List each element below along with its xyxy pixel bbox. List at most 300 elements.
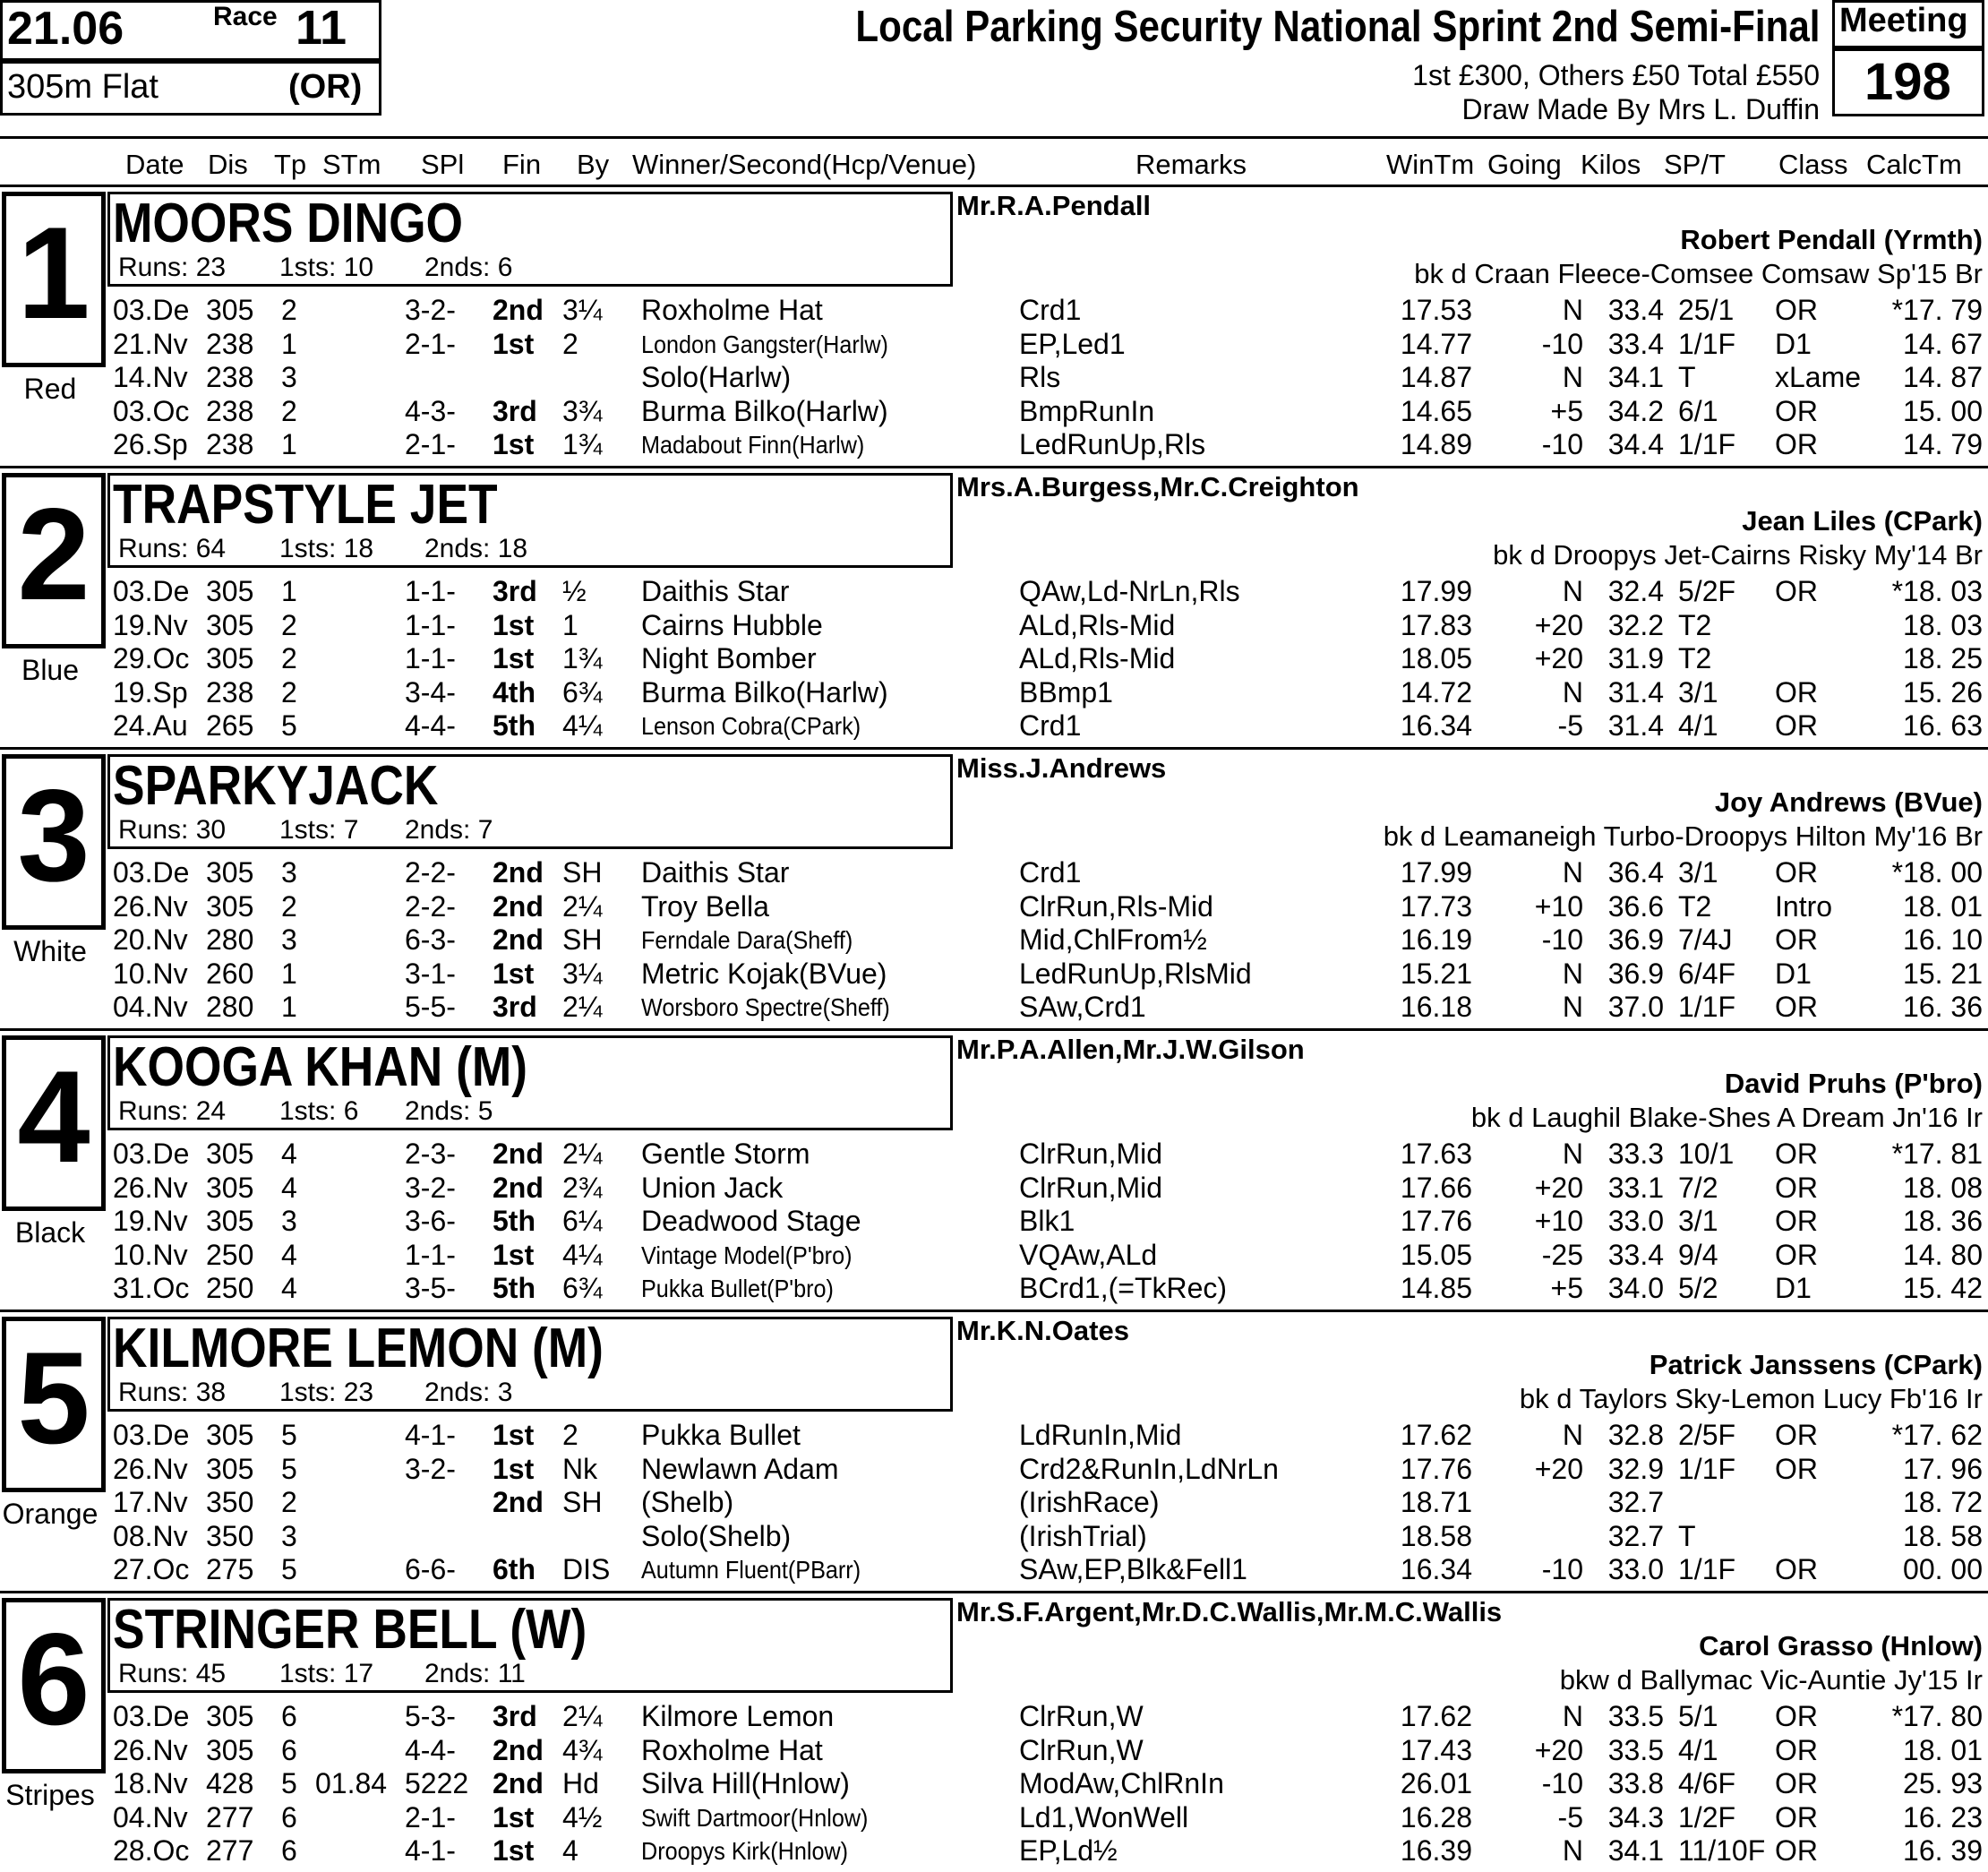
form-kilos: 33.5 [1607,1733,1664,1766]
form-by: Hd [562,1767,599,1799]
form-sp: 10/1 [1678,1138,1735,1170]
trap-number: 6 [17,1606,90,1752]
form-trap: 5 [281,1452,297,1485]
form-win-time: 18.58 [1400,1519,1472,1552]
form-split: 2-1- [405,1800,456,1833]
form-class: OR [1775,1553,1818,1585]
form-sp: 5/2 [1678,1272,1718,1304]
form-kilos: 32.4 [1607,575,1664,607]
form-distance: 277 [206,1834,254,1867]
form-going: N [1562,294,1583,326]
form-calc-time: 18. 36 [1903,1205,1983,1237]
form-line [0,395,1988,429]
form-class: OR [1775,991,1818,1023]
form-split: 3-2- [405,1171,456,1204]
race-number: 11 [296,1,347,55]
form-going: +5 [1550,394,1583,427]
form-line [0,609,1988,643]
col-winner: Winner/Second(Hcp/Venue) [632,149,977,180]
form-kilos: 36.4 [1607,856,1664,889]
form-split: 3-5- [405,1272,456,1304]
race-prize: 1st £300, Others £50 Total £550 [1412,59,1820,91]
form-calc-time: 18. 03 [1903,608,1983,641]
form-by: 1 [562,608,578,641]
form-line [0,991,1988,1025]
form-trap: 6 [281,1700,297,1732]
form-calc-time: *17. 79 [1891,294,1983,326]
form-winner: Roxholme Hat [641,294,823,326]
form-trap: 2 [281,889,297,923]
form-calc-time: *17. 62 [1891,1419,1983,1451]
form-distance: 238 [206,327,254,360]
form-line [0,1138,1988,1172]
form-date: 03.De [113,575,190,607]
form-remarks: ClrRun,W [1019,1700,1144,1732]
form-date: 31.Oc [113,1272,190,1304]
runner-block-trap-3 [0,747,1988,1028]
form-trap: 3 [281,856,297,889]
form-distance: 305 [206,1205,254,1237]
form-kilos: 37.0 [1607,991,1664,1023]
form-finish: 1st [493,1834,535,1867]
form-going: N [1562,1419,1583,1451]
form-trap: 5 [281,1419,297,1451]
trap-number: 4 [17,1043,90,1189]
form-going: N [1562,957,1583,990]
form-distance: 305 [206,294,254,326]
form-sp: 3/1 [1678,856,1718,889]
form-split: 4-1- [405,1419,456,1451]
form-going: -10 [1541,1767,1583,1799]
col-date: Date [125,149,184,180]
form-kilos: 34.3 [1607,1800,1664,1833]
form-win-time: 16.39 [1400,1834,1472,1867]
form-class: OR [1775,1800,1818,1833]
form-distance: 350 [206,1486,254,1518]
form-trap: 1 [281,957,297,990]
form-line [0,1486,1988,1520]
form-going: N [1562,575,1583,607]
form-trap: 6 [281,1733,297,1766]
form-trap: 4 [281,1171,297,1204]
form-going: -5 [1557,709,1583,742]
header-divider [0,136,1988,139]
form-calc-time: 18. 01 [1903,889,1983,923]
form-class: OR [1775,1205,1818,1237]
form-class: OR [1775,1171,1818,1204]
form-calc-time: 15. 00 [1903,394,1983,427]
form-by: SH [562,856,603,889]
form-kilos: 33.4 [1607,294,1664,326]
form-split: 2-3- [405,1138,456,1170]
firsts-count: 1sts: 23 [279,1378,374,1407]
form-winner: Daithis Star [641,575,790,607]
form-by: 4¼ [562,709,603,742]
form-line [0,361,1988,395]
form-line [0,328,1988,362]
form-sp: 1/1F [1678,991,1736,1023]
form-remarks: BmpRunIn [1019,394,1155,427]
seconds-count: 2nds: 18 [424,534,528,563]
form-win-time: 14.77 [1400,327,1472,360]
form-by: 1¾ [562,642,603,674]
col-remarks: Remarks [1135,149,1247,180]
form-date: 03.De [113,1138,190,1170]
form-calc-time: *18. 00 [1891,856,1983,889]
form-finish: 1st [493,642,535,674]
form-remarks: SAw,EP,Blk&Fell1 [1019,1553,1247,1585]
form-going: -10 [1541,428,1583,460]
form-sp: 2/5F [1678,1419,1736,1451]
form-distance: 305 [206,642,254,674]
form-class: OR [1775,294,1818,326]
form-remarks: Blk1 [1019,1205,1075,1237]
form-remarks: (IrishRace) [1019,1486,1160,1518]
form-remarks: Crd2&RunIn,LdNrLn [1019,1452,1279,1485]
form-class: xLame [1775,361,1862,393]
form-line [0,676,1988,710]
meeting-label: Meeting [1839,2,1968,39]
form-remarks: LdRunIn,Mid [1019,1419,1182,1451]
form-sp: T2 [1678,642,1712,674]
form-sp: 7/2 [1678,1171,1718,1204]
form-split: 4-3- [405,394,456,427]
form-winner: Swift Dartmoor(Hnlow) [641,1803,869,1832]
form-class: OR [1775,1767,1818,1799]
runs-count: Runs: 38 [118,1378,227,1407]
form-by: 1¾ [562,428,603,460]
form-remarks: (IrishTrial) [1019,1519,1147,1552]
breeding: bk d Laughil Blake-Shes A Dream Jn'16 Ir [1470,1102,1983,1133]
form-going: +20 [1534,1452,1583,1485]
form-going: -10 [1541,923,1583,956]
form-distance: 305 [206,856,254,889]
form-sp: 4/1 [1678,709,1718,742]
form-win-time: 17.76 [1400,1452,1472,1485]
form-line [0,957,1988,992]
dog-name: SPARKYJACK [113,755,439,817]
form-kilos: 34.1 [1607,1834,1664,1867]
form-distance: 265 [206,709,254,742]
form-trap: 2 [281,294,297,326]
firsts-count: 1sts: 17 [279,1659,374,1688]
form-class: OR [1775,923,1818,956]
col-fin: Fin [502,149,542,180]
form-calc-time: 16. 63 [1903,709,1983,742]
form-split: 5-3- [405,1700,456,1732]
form-kilos: 33.1 [1607,1171,1664,1204]
form-winner: Newlawn Adam [641,1452,839,1485]
form-remarks: VQAw,ALd [1019,1238,1158,1271]
form-trap: 6 [281,1800,297,1833]
form-class: OR [1775,1700,1818,1732]
trap-colour: Stripes [5,1779,95,1811]
form-distance: 275 [206,1553,254,1585]
form-going: -25 [1541,1238,1583,1271]
form-by: 6¼ [562,1205,603,1237]
form-win-time: 17.66 [1400,1171,1472,1204]
form-calc-time: 25. 93 [1903,1767,1983,1799]
form-going: +20 [1534,608,1583,641]
dog-name: KOOGA KHAN (M) [113,1036,528,1098]
owner: Mr.R.A.Pendall [956,190,1152,221]
breeding: bk d Leamaneigh Turbo-Droopys Hilton My'16 Br [1383,820,1983,852]
form-split: 3-2- [405,294,456,326]
form-trap: 2 [281,642,297,674]
trainer: Jean Liles (CPark) [1742,505,1983,537]
form-remarks: BCrd1,(=TkRec) [1019,1272,1228,1304]
form-kilos: 33.4 [1607,1238,1664,1271]
form-remarks: QAw,Ld-NrLn,Rls [1019,575,1240,607]
trainer: Patrick Janssens (CPark) [1649,1349,1983,1380]
form-finish: 2nd [493,1767,544,1799]
form-winner: Solo(Harlw) [641,361,792,393]
form-kilos: 32.7 [1607,1519,1664,1552]
form-date: 03.Oc [113,394,190,427]
form-winner: Ferndale Dara(Sheff) [641,926,853,954]
form-by: 2¼ [562,889,603,923]
form-trap: 6 [281,1834,297,1867]
runner-block-trap-1 [0,185,1988,466]
form-class: OR [1775,428,1818,460]
form-winner: Union Jack [641,1171,784,1204]
form-win-time: 17.99 [1400,575,1472,607]
form-win-time: 15.05 [1400,1238,1472,1271]
form-winner: Burma Bilko(Harlw) [641,675,888,708]
form-trap: 2 [281,394,297,427]
form-remarks: Ld1,WonWell [1019,1800,1189,1833]
form-date: 26.Nv [113,1171,188,1204]
runner-block-trap-2 [0,466,1988,747]
form-class: D1 [1775,957,1812,990]
form-line [0,1734,1988,1768]
form-win-time: 16.34 [1400,709,1472,742]
form-going: +10 [1534,889,1583,923]
trap-colour: Red [23,373,77,405]
form-date: 26.Nv [113,1452,188,1485]
form-calc-time: 16. 10 [1903,923,1983,956]
form-distance: 238 [206,675,254,708]
form-distance: 280 [206,991,254,1023]
form-class: OR [1775,394,1818,427]
form-going: +20 [1534,642,1583,674]
form-winner: Pukka Bullet [641,1419,801,1451]
form-sp: 1/1F [1678,428,1736,460]
runner-divider [0,1310,1988,1312]
form-sp: 1/2F [1678,1800,1736,1833]
form-date: 29.Oc [113,642,190,674]
runs-count: Runs: 64 [118,534,227,563]
form-kilos: 34.4 [1607,428,1664,460]
form-finish: 2nd [493,1171,544,1204]
form-sp: 1/1F [1678,1452,1736,1485]
form-sp: 6/4F [1678,957,1736,990]
form-winner: Madabout Finn(Harlw) [641,431,865,459]
form-sp: 3/1 [1678,675,1718,708]
form-winner: Metric Kojak(BVue) [641,957,887,990]
runner-block-trap-5 [0,1310,1988,1591]
form-line [0,1520,1988,1554]
form-distance: 238 [206,428,254,460]
form-kilos: 33.4 [1607,327,1664,360]
form-kilos: 36.6 [1607,889,1664,923]
form-calc-time: 18. 58 [1903,1519,1983,1552]
form-going: -10 [1541,327,1583,360]
form-calc-time: 14. 79 [1903,428,1983,460]
form-date: 08.Nv [113,1519,188,1552]
col-stm: STm [322,149,381,180]
form-winner: London Gangster(Harlw) [641,330,888,358]
form-going: -5 [1557,1800,1583,1833]
col-dis: Dis [208,149,248,180]
form-winner: Autumn Fluent(PBarr) [641,1556,861,1584]
form-sp: 3/1 [1678,1205,1718,1237]
form-distance: 305 [206,608,254,641]
form-date: 10.Nv [113,957,188,990]
form-finish: 3rd [493,1700,537,1732]
form-class: OR [1775,675,1818,708]
form-distance: 305 [206,1700,254,1732]
form-sp: 1/1F [1678,1553,1736,1585]
form-line [0,1419,1988,1453]
trap-number: 1 [17,200,90,346]
form-split: 2-2- [405,856,456,889]
form-class: OR [1775,709,1818,742]
form-win-time: 17.63 [1400,1138,1472,1170]
form-by: 3¼ [562,957,603,990]
form-date: 21.Nv [113,327,188,360]
form-finish: 5th [493,709,536,742]
form-by: 4 [562,1834,578,1867]
form-by: 2¼ [562,991,603,1023]
form-trap: 3 [281,923,297,956]
form-kilos: 33.3 [1607,1138,1664,1170]
seconds-count: 2nds: 3 [424,1378,513,1407]
form-remarks: ClrRun,W [1019,1733,1144,1766]
form-calc-time: 18. 01 [1903,1733,1983,1766]
form-split: 5222 [405,1767,469,1799]
form-kilos: 32.7 [1607,1486,1664,1518]
form-distance: 305 [206,889,254,923]
form-going: +10 [1534,1205,1583,1237]
form-winner: (Shelb) [641,1486,734,1518]
form-trap: 5 [281,709,297,742]
form-winner: Cairns Hubble [641,608,823,641]
form-kilos: 36.9 [1607,923,1664,956]
form-class: OR [1775,856,1818,889]
form-winner: Vintage Model(P'bro) [641,1241,853,1269]
form-date: 20.Nv [113,923,188,956]
runner-block-trap-4 [0,1028,1988,1310]
form-kilos: 32.9 [1607,1452,1664,1485]
form-remarks: Mid,ChlFrom½ [1019,923,1207,956]
form-by: 6¾ [562,675,603,708]
form-sp: T2 [1678,889,1712,923]
form-distance: 305 [206,1138,254,1170]
form-calc-time: 16. 36 [1903,991,1983,1023]
col-calctm: CalcTm [1866,149,1962,180]
form-kilos: 33.5 [1607,1700,1664,1732]
form-calc-time: 15. 21 [1903,957,1983,990]
form-date: 14.Nv [113,361,188,393]
seconds-count: 2nds: 7 [405,815,493,845]
owner: Mr.K.N.Oates [956,1315,1129,1346]
form-win-time: 14.87 [1400,361,1472,393]
form-sp: 9/4 [1678,1238,1718,1271]
breeding: bk d Taylors Sky-Lemon Lucy Fb'16 Ir [1519,1383,1983,1414]
form-distance: 260 [206,957,254,990]
form-date: 28.Oc [113,1834,190,1867]
breeding: bkw d Ballymac Vic-Auntie Jy'15 Ir [1559,1664,1983,1696]
form-date: 26.Nv [113,889,188,923]
race-draw: Draw Made By Mrs L. Duffin [1461,93,1820,125]
owner: Mr.P.A.Allen,Mr.J.W.Gilson [956,1034,1305,1065]
form-by: SH [562,923,603,956]
owner: Miss.J.Andrews [956,752,1167,784]
form-line [0,1834,1988,1868]
form-line [0,1205,1988,1239]
form-distance: 250 [206,1238,254,1271]
form-split: 2-1- [405,428,456,460]
form-remarks: ALd,Rls-Mid [1019,608,1176,641]
form-kilos: 33.8 [1607,1767,1664,1799]
form-kilos: 32.8 [1607,1419,1664,1451]
form-line [0,1767,1988,1801]
form-win-time: 17.53 [1400,294,1472,326]
form-split: 1-1- [405,575,456,607]
form-kilos: 33.0 [1607,1205,1664,1237]
form-win-time: 14.65 [1400,394,1472,427]
form-calc-time: 17. 96 [1903,1452,1983,1485]
form-finish: 3rd [493,394,537,427]
form-trap: 4 [281,1138,297,1170]
form-class: Intro [1775,889,1833,923]
form-line [0,1453,1988,1487]
form-calc-time: 18. 25 [1903,642,1983,674]
form-remarks: ClrRun,Rls-Mid [1019,889,1213,923]
form-remarks: LedRunUp,RlsMid [1019,957,1252,990]
form-line [0,294,1988,328]
runner-divider [0,1591,1988,1593]
form-sp: 25/1 [1678,294,1735,326]
form-split: 3-4- [405,675,456,708]
form-class: OR [1775,1452,1818,1485]
col-class: Class [1778,149,1848,180]
firsts-count: 1sts: 10 [279,253,374,282]
form-split: 3-2- [405,1452,456,1485]
form-trap: 2 [281,608,297,641]
form-kilos: 31.4 [1607,709,1664,742]
form-date: 19.Nv [113,608,188,641]
form-line [0,1553,1988,1587]
runner-divider [0,1028,1988,1031]
form-kilos: 34.0 [1607,1272,1664,1304]
form-sp: 1/1F [1678,327,1736,360]
form-calc-time: 16. 23 [1903,1800,1983,1833]
form-calc-time: 18. 72 [1903,1486,1983,1518]
form-split: 2-2- [405,889,456,923]
runner-divider [0,747,1988,750]
trainer: Carol Grasso (Hnlow) [1699,1630,1983,1662]
form-win-time: 17.99 [1400,856,1472,889]
form-split: 3-1- [405,957,456,990]
col-wintm: WinTm [1386,149,1475,180]
form-kilos: 34.2 [1607,394,1664,427]
form-sp: T2 [1678,608,1712,641]
form-remarks: SAw,Crd1 [1019,991,1146,1023]
form-date: 19.Sp [113,675,188,708]
form-finish: 6th [493,1553,536,1585]
